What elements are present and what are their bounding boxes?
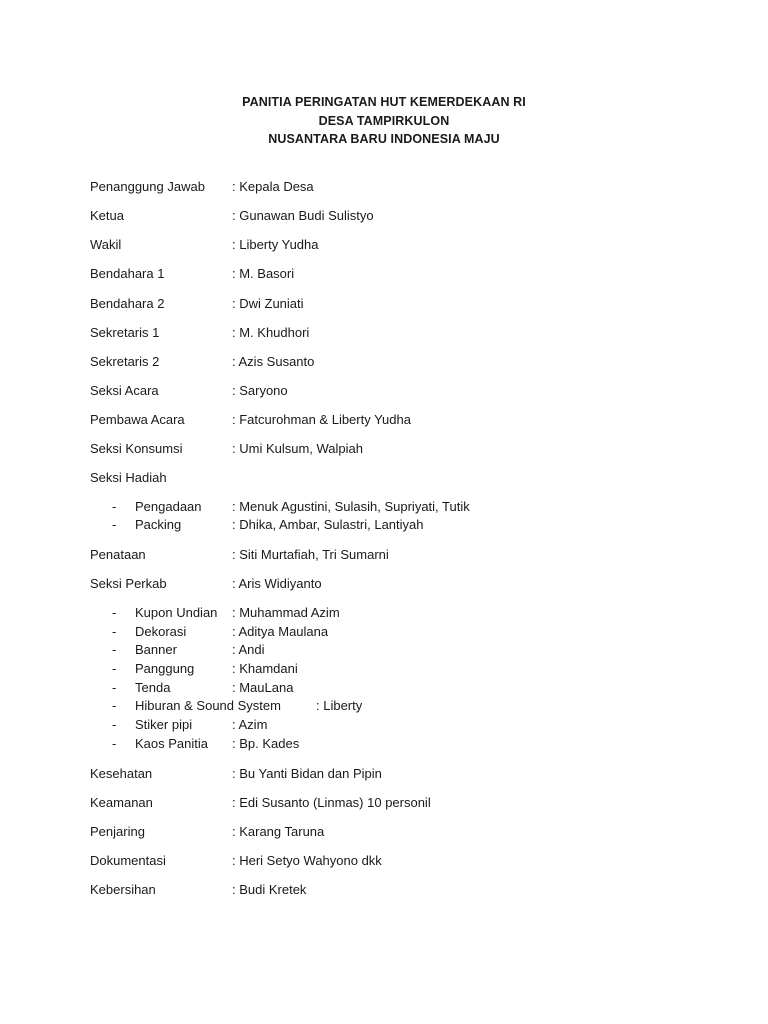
role-label: Penataan [90,547,146,562]
member-value: : Aris Widiyanto [232,576,322,591]
sub-member-value: : Muhammad Azim [232,605,340,620]
sub-role-label: Tenda [135,680,171,695]
role-label: Seksi Konsumsi [90,441,183,456]
bullet-dash: - [112,736,117,751]
role-label: Kesehatan [90,766,153,781]
member-value: : Saryono [232,383,288,398]
role-label: Penanggung Jawab [90,179,205,194]
role-label: Bendahara 2 [90,296,165,311]
bullet-dash: - [112,642,117,657]
member-value: : Azis Susanto [232,354,315,369]
bullet-dash: - [112,661,117,676]
sub-member-value: : Dhika, Ambar, Sulastri, Lantiyah [232,517,424,532]
member-value: : M. Basori [232,266,295,281]
title-line-2: DESA TAMPIRKULON [318,113,450,128]
role-label: Pembawa Acara [90,412,185,427]
member-value: : Bu Yanti Bidan dan Pipin [232,766,382,781]
title-line-1: PANITIA PERINGATAN HUT KEMERDEKAAN RI [242,95,526,109]
sub-role-label: Packing [135,517,182,532]
sub-member-value: : Aditya Maulana [232,624,329,639]
sub-role-label: Pengadaan [135,499,202,514]
sub-member-value: : Liberty [316,698,363,713]
role-label: Dokumentasi [90,853,166,868]
role-label: Wakil [90,237,122,252]
member-value: : Heri Setyo Wahyono dkk [232,853,382,868]
title-line-3: NUSANTARA BARU INDONESIA MAJU [268,132,500,146]
sub-role-label: Panggung [135,661,195,676]
role-label: Sekretaris 1 [90,325,160,340]
sub-role-label: Kaos Panitia [135,736,208,751]
role-label: Kebersihan [90,882,156,897]
sub-member-value: : Azim [232,717,268,732]
member-value: : Dwi Zuniati [232,296,304,311]
member-value: : Karang Taruna [232,824,325,839]
sub-role-label: Hiburan & Sound System [135,698,281,713]
sub-role-label: Stiker pipi [135,717,193,732]
member-value: : Edi Susanto (Linmas) 10 personil [232,795,431,810]
bullet-dash: - [112,717,117,732]
role-label: Keamanan [90,795,153,810]
role-label: Seksi Acara [90,383,159,398]
sub-member-value: : Bp. Kades [232,736,300,751]
member-value: : Budi Kretek [232,882,307,897]
member-value: : Fatcurohman & Liberty Yudha [232,412,411,427]
member-value: : Gunawan Budi Sulistyo [232,208,374,223]
role-label: Bendahara 1 [90,266,165,281]
bullet-dash: - [112,680,117,695]
sub-member-value: : Andi [232,642,265,657]
bullet-dash: - [112,624,117,639]
member-value: : Siti Murtafiah, Tri Sumarni [232,547,389,562]
role-label: Seksi Perkab [90,576,167,591]
bullet-dash: - [112,517,117,532]
role-label: Ketua [90,208,124,223]
member-value: : M. Khudhori [232,325,310,340]
sub-role-label: Kupon Undian [135,605,218,620]
member-value: : Umi Kulsum, Walpiah [232,441,363,456]
sub-member-value: : Khamdani [232,661,298,676]
member-value: : Liberty Yudha [232,237,319,252]
sub-member-value: : Menuk Agustini, Sulasih, Supriyati, Tutik [232,499,470,514]
bullet-dash: - [112,499,117,514]
sub-role-label: Banner [135,642,177,657]
sub-member-value: : MauLana [232,680,294,695]
document-title [0,93,768,149]
sub-role-label: Dekorasi [135,624,187,639]
role-label: Sekretaris 2 [90,354,160,369]
bullet-dash: - [112,605,117,620]
member-value: : Kepala Desa [232,179,314,194]
role-label: Penjaring [90,824,145,839]
bullet-dash: - [112,698,117,713]
role-label: Seksi Hadiah [90,470,167,485]
